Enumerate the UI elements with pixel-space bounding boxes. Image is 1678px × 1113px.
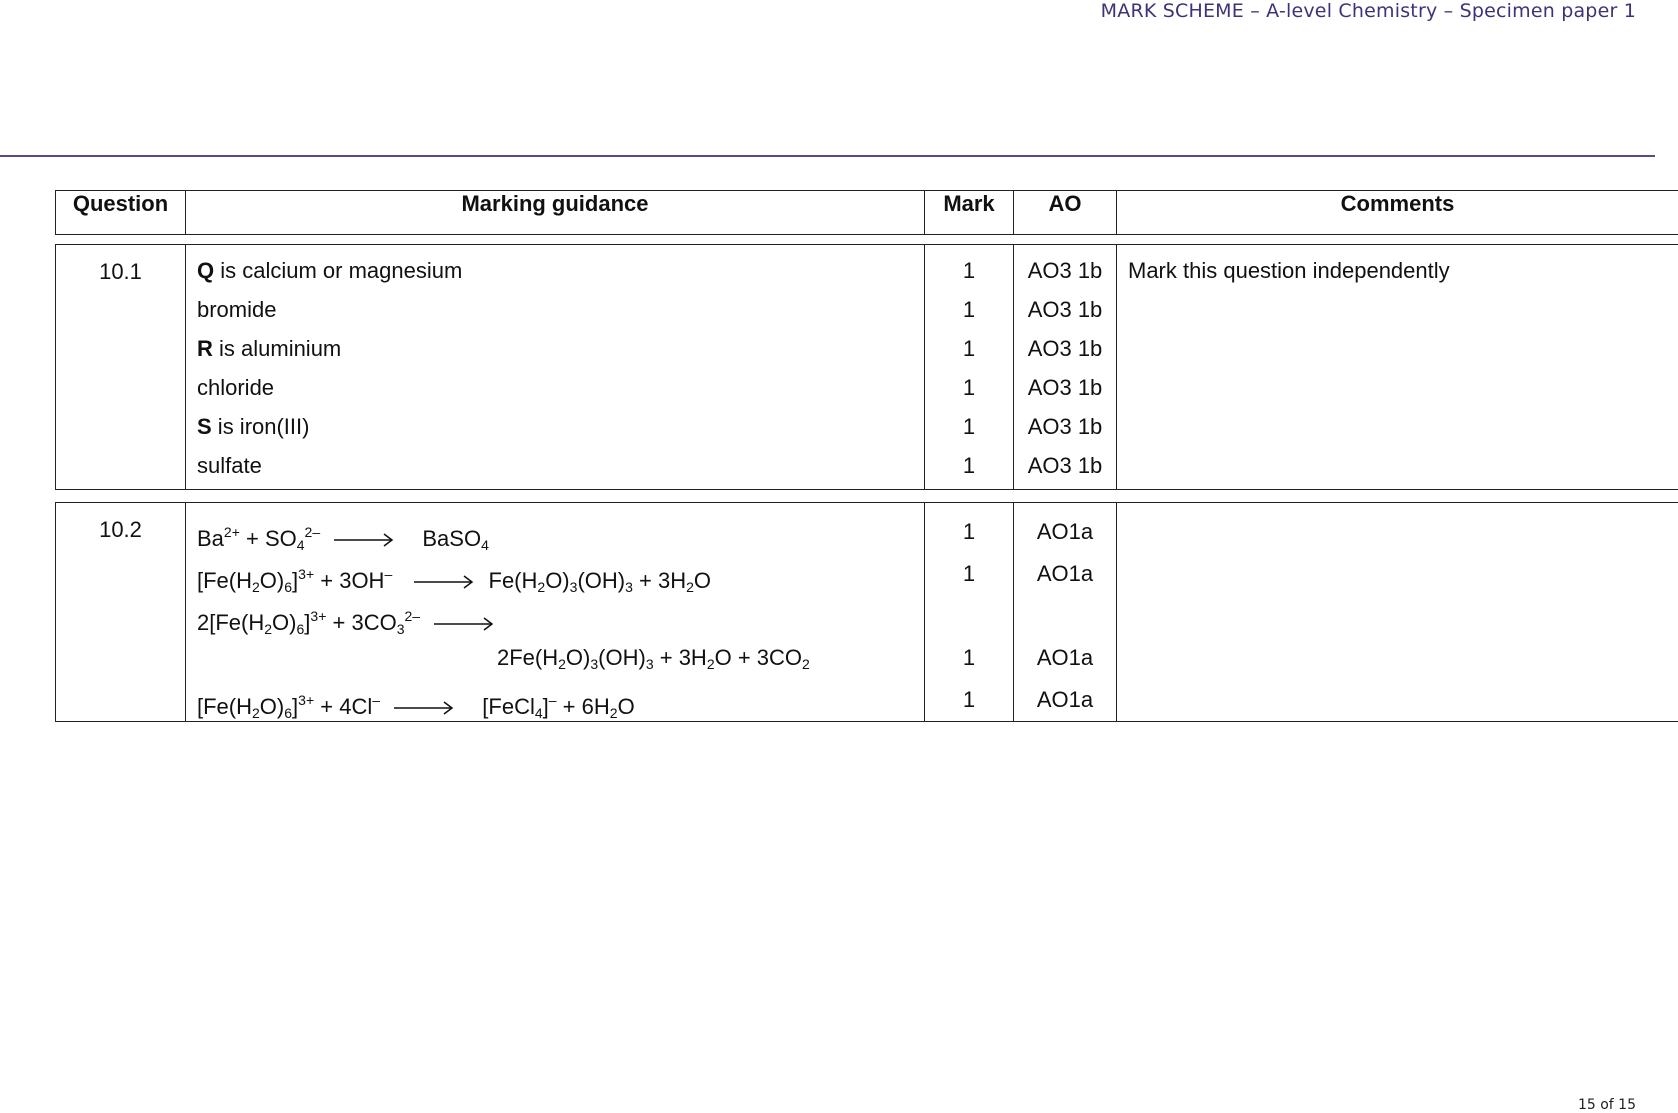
- reaction-arrow-icon: [334, 532, 394, 548]
- guidance-line: Q is calcium or magnesium: [197, 258, 463, 283]
- question-number: 10.1: [56, 245, 186, 490]
- guidance-line: chloride: [197, 375, 275, 400]
- equation-line: $Ba^{2+} + SO_4^{2-}$ BaSO$_4$: [197, 524, 489, 553]
- marking-guidance: [186, 245, 925, 490]
- ao-column: AO1a AO1a AO1a AO1a: [1014, 503, 1117, 722]
- question-number: 10.2: [56, 503, 186, 722]
- column-header-table: [55, 190, 1678, 235]
- col-guidance: Marking guidance: [186, 191, 925, 235]
- marks-column: 1 1 1 1 1 1: [925, 245, 1014, 490]
- col-comments: Comments: [1117, 191, 1678, 235]
- equation-line: $2[Fe(H_2O)_6]^{3+} + 3CO_3^{2-}$: [197, 595, 924, 637]
- comments-cell: [1117, 503, 1678, 722]
- equation-line: $[Fe(H_2O)_6]^{3+} + 4Cl^-$ [FeCl$_4$]– + $6H_2O$: [197, 692, 635, 721]
- guidance-line: sulfate: [197, 453, 262, 478]
- guidance-line: R is aluminium: [197, 336, 342, 361]
- guidance-line: S is iron(III): [197, 414, 310, 439]
- guidance-line: bromide: [197, 297, 277, 322]
- equation-line: $2Fe(H_2O)_3(OH)_3 + 3H_2O + 3CO_2$: [497, 645, 810, 672]
- question-10-1-table: [55, 244, 1678, 490]
- page-number: 15 of 15: [1577, 1097, 1636, 1113]
- ao-column: AO3 1b AO3 1b AO3 1b AO3 1b AO3 1b AO3 1b: [1014, 245, 1117, 490]
- comments-cell: Mark this question independently: [1117, 245, 1678, 490]
- header-rule: [0, 155, 1655, 157]
- reaction-arrow-icon: [414, 574, 474, 590]
- reaction-arrow-icon: [434, 616, 494, 632]
- document-header: MARK SCHEME – A-level Chemistry – Specimen paper 1: [1100, 0, 1636, 22]
- col-mark: Mark: [925, 191, 1014, 235]
- equation-line: $[Fe(H_2O)_6]^{3+} + 3OH^-$ $Fe(H_2O)_3(OH)_3 + 3H_2O$: [197, 566, 712, 595]
- col-ao: AO: [1014, 191, 1117, 235]
- marking-guidance: [186, 503, 925, 722]
- col-question: Question: [56, 191, 186, 235]
- marks-column: 1 1 1 1: [925, 503, 1014, 722]
- question-10-2-table: [55, 502, 1678, 722]
- reaction-arrow-icon: [394, 700, 454, 716]
